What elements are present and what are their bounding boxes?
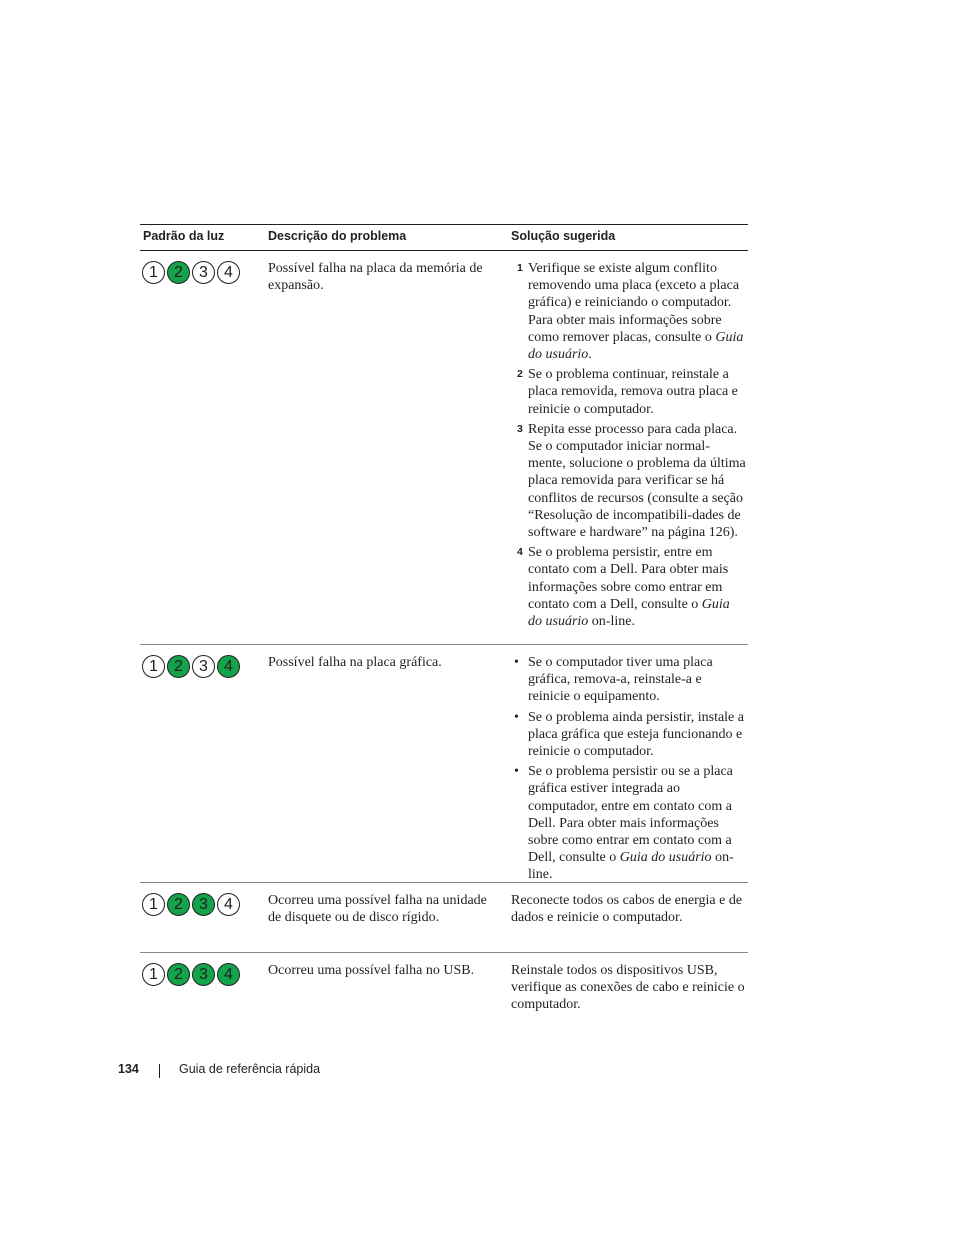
troubleshooting-table (140, 224, 748, 1023)
led-pattern (142, 893, 240, 916)
table-row (140, 251, 748, 645)
step-emphasis: Guia do usuário (528, 596, 730, 630)
problem-description: Possível falha na placa gráfica. (268, 655, 442, 670)
bullet-mark: • (514, 709, 519, 725)
led-indicator: 2 (167, 893, 190, 916)
table-row (140, 953, 748, 1023)
bullet-mark: • (514, 655, 519, 670)
step-text-end: on-line. (588, 614, 635, 630)
header-solution: Solução sugerida (511, 229, 616, 243)
solution-steps (517, 260, 747, 633)
table-header (140, 225, 748, 251)
step-number: 4 (517, 546, 523, 559)
problem-description: Ocorreu uma possível falha na unidade de disquete ou de disco rígido. (268, 893, 487, 926)
step-text-end: . (588, 347, 592, 363)
solution-step (517, 260, 747, 363)
footer-divider (159, 1064, 160, 1078)
problem-description: Ocorreu uma possível falha no USB. (268, 963, 475, 978)
led-pattern (142, 261, 240, 284)
solution-bullets (514, 654, 747, 887)
bullet-text-end: on-line. (528, 850, 734, 883)
led-indicator: 1 (142, 893, 165, 916)
header-description: Descrição do problema (268, 229, 407, 243)
page-number: 134 (118, 1062, 139, 1076)
bullet-mark: • (514, 764, 519, 780)
table-row (140, 645, 748, 883)
suggested-solution: Reconecte todos os cabos de energia e de dados e reinicie o computador. (511, 893, 743, 926)
led-indicator: 2 (167, 963, 190, 986)
solution-bullet (514, 763, 747, 883)
step-text: Repita esse processo para cada placa. Se o computador iniciar normal-mente, solucione o problema da última placa removida para verificar se há conflitos de recursos (consulte a seção “Resolução de incompatibili-dades de software e hardware” na página 126). (528, 421, 746, 541)
bullet-emphasis: Guia do usuário (619, 850, 712, 866)
step-number: 2 (517, 368, 523, 381)
step-text: Se o problema persistir, entre em contato com a Dell. Para obter mais informações sobre como entrar em contato com a Dell, consulte o (528, 545, 729, 612)
step-number: 1 (517, 262, 523, 274)
footer-title: Guia de referência rápida (179, 1062, 321, 1076)
led-pattern (142, 963, 240, 986)
led-indicator: 4 (217, 655, 240, 678)
header-pattern: Padrão da luz (143, 229, 225, 243)
led-indicator: 1 (142, 655, 165, 678)
step-text: Verifique se existe algum conflito removendo uma placa (exceto a placa gráfica) e reiniciando o computador. Para obter mais informações sobre como remover placas, consulte o (528, 261, 740, 345)
step-number: 3 (517, 422, 523, 435)
led-indicator: 3 (192, 893, 215, 916)
suggested-solution: Reinstale todos os dispositivos USB, verifique as conexões de cabo e reinicie o computador. (511, 963, 745, 1013)
led-indicator: 4 (217, 893, 240, 916)
solution-bullet (514, 709, 747, 761)
led-indicator: 1 (142, 261, 165, 284)
step-text: Se o problema continuar, reinstale a placa removida, remova outra placa e reinicie o computador. (528, 367, 738, 417)
led-indicator: 3 (192, 655, 215, 678)
led-indicator: 4 (217, 261, 240, 284)
bullet-text: Se o problema ainda persistir, instale a placa gráfica que esteja funcionando e reinicie o computador. (528, 709, 744, 760)
led-indicator: 3 (192, 261, 215, 284)
bullet-text: Se o computador tiver uma placa gráfica, remova-a, reinstale-a e reinicie o equipamento. (528, 655, 713, 705)
step-emphasis: Guia do usuário (528, 329, 744, 363)
problem-description: Possível falha na placa da memória de expansão. (268, 261, 483, 294)
bullet-text: Se o problema persistir ou se a placa gráfica estiver integrada ao computador, entre em contato com a Dell. Para obter mais informações sobre como entrar em contato com a Dell, consulte o (528, 764, 733, 866)
led-indicator: 1 (142, 963, 165, 986)
led-indicator: 2 (167, 655, 190, 678)
solution-step (517, 366, 747, 418)
table-row (140, 883, 748, 953)
led-indicator: 3 (192, 963, 215, 986)
led-pattern (142, 655, 240, 678)
solution-step (517, 421, 747, 541)
solution-bullet (514, 654, 747, 706)
led-indicator: 4 (217, 963, 240, 986)
led-indicator: 2 (167, 261, 190, 284)
solution-step (517, 544, 747, 630)
